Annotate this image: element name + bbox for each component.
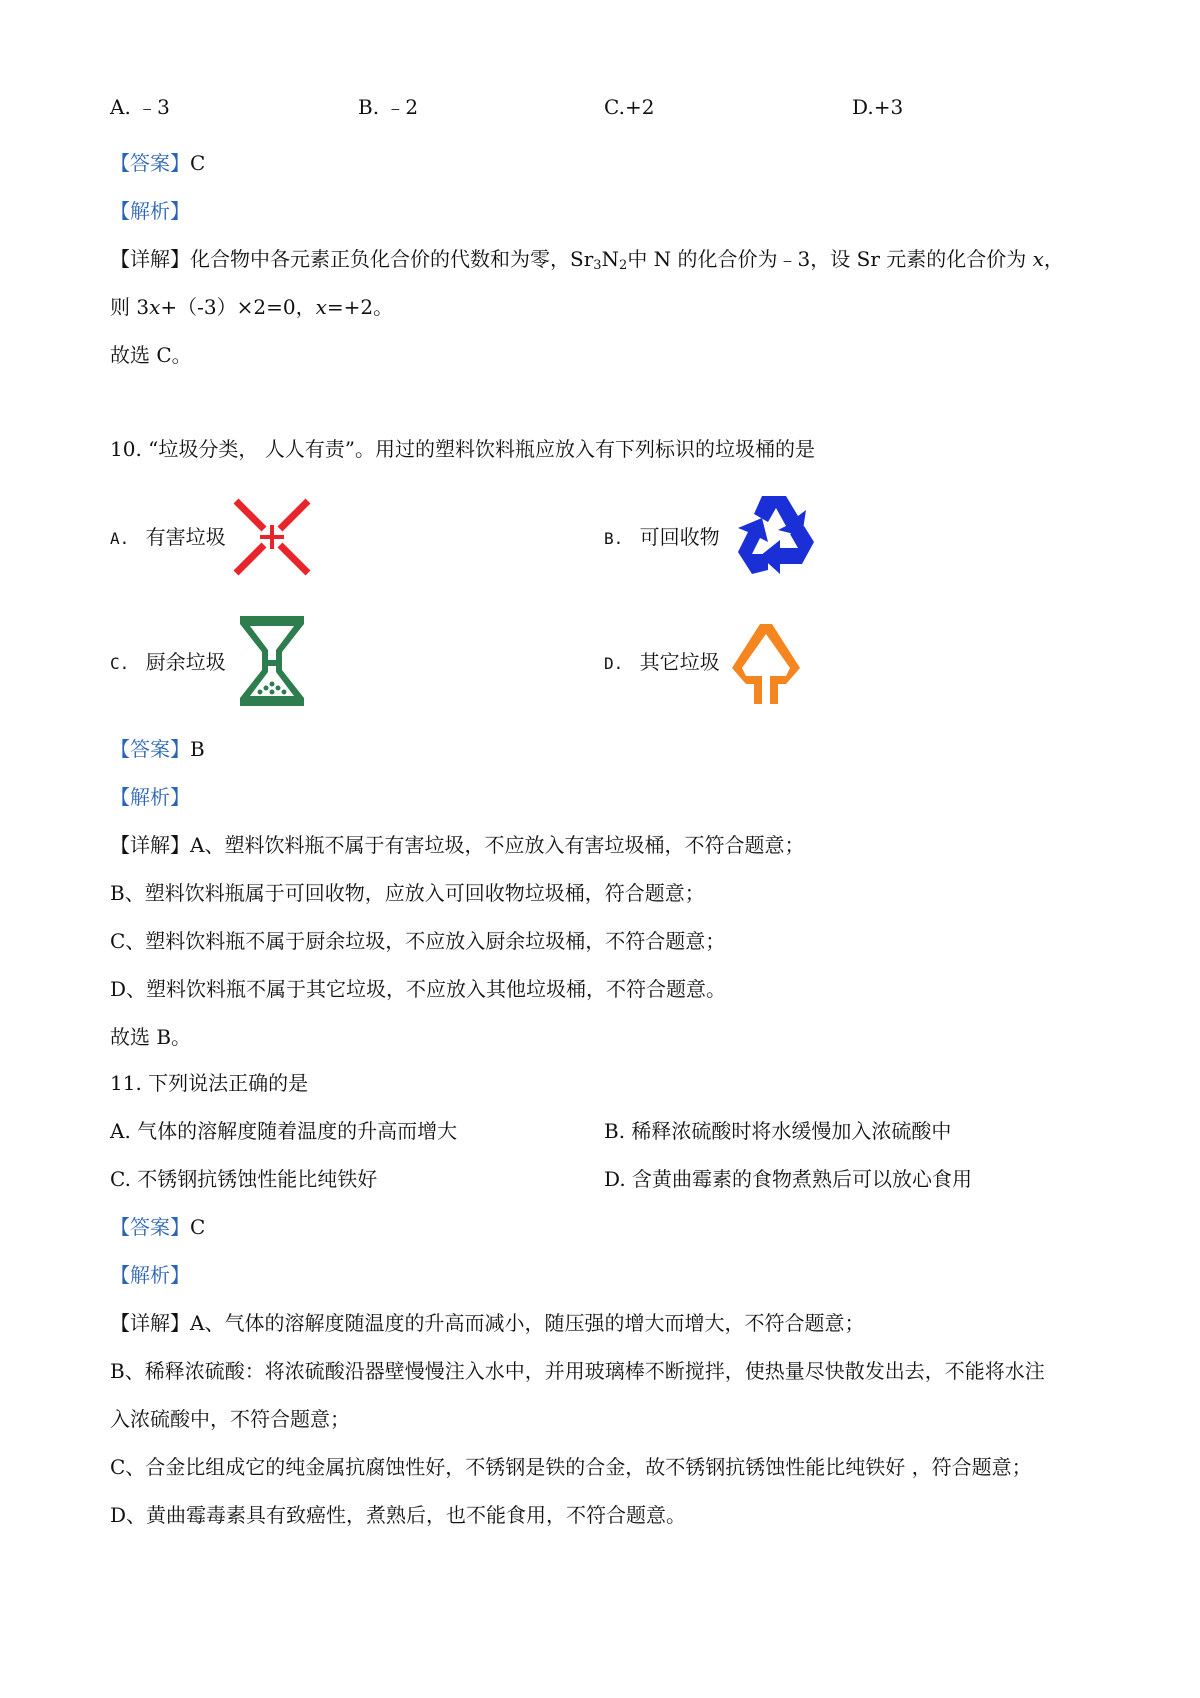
- q10-option-b-letter: B.: [604, 529, 624, 548]
- q9-option-d: [852, 92, 903, 122]
- q10-option-c-label: 厨余垃圾: [145, 650, 226, 674]
- q10-option-d-label: 其它垃圾: [639, 650, 720, 674]
- other-waste-icon: [730, 622, 802, 706]
- q11-analysis: [110, 1260, 190, 1290]
- formula-n-sub: 2: [619, 258, 628, 273]
- q10-option-d-letter: D.: [604, 654, 624, 673]
- q11-detail-line-2: B、稀释浓硫酸：将浓硫酸沿器壁慢慢注入水中，并用玻璃棒不断搅拌，使热量尽快散发出去，不能将水注: [110, 1359, 1045, 1383]
- q10-option-c-letter: C.: [110, 654, 130, 673]
- q9-option-d-letter: D.: [852, 95, 874, 119]
- q11-option-c: C. 不锈钢抗锈蚀性能比纯铁好: [110, 1167, 378, 1191]
- q10-option-b: [604, 522, 720, 554]
- q9-option-a: [110, 92, 170, 122]
- q9-detail-text: 则 3: [110, 295, 150, 319]
- q11-answer-tag: 【答案】: [110, 1215, 190, 1239]
- q9-analysis: [110, 196, 190, 226]
- q11-option-d: D. 含黄曲霉素的食物煮熟后可以放心食用: [604, 1167, 973, 1191]
- q11-stem: 11. 下列说法正确的是: [110, 1071, 309, 1095]
- q9-detail-text: ，: [1043, 247, 1064, 271]
- q10-answer-tag: 【答案】: [110, 737, 190, 761]
- q10-detail-tag: 【详解】: [110, 833, 190, 857]
- q10-detail-line-2: B、塑料饮料瓶属于可回收物，应放入可回收物垃圾桶，符合题意；: [110, 881, 705, 905]
- q10-detail-line-1: [110, 830, 804, 860]
- q9-option-b-value: ﹣2: [385, 95, 419, 119]
- q9-option-c-letter: C.: [604, 95, 625, 119]
- q10-detail-line-3: C、塑料饮料瓶不属于厨余垃圾，不应放入厨余垃圾桶，不符合题意；: [110, 929, 726, 953]
- q9-detail-text: 化合物中各元素正负化合价的代数和为零，: [190, 247, 570, 271]
- q9-detail-line-1: [110, 244, 1064, 281]
- q10-conclusion: 故选 B。: [110, 1025, 192, 1049]
- hazardous-waste-icon: [232, 497, 312, 577]
- q9-variable-x: x: [315, 295, 327, 319]
- q10-answer: [110, 734, 205, 764]
- q9-detail-line-2: [110, 292, 393, 322]
- q9-detail-tag: 【详解】: [110, 247, 190, 271]
- q11-detail-line-4: C、合金比组成它的纯金属抗腐蚀性好，不锈钢是铁的合金，故不锈钢抗锈蚀性能比纯铁好 ，符合题意；: [110, 1455, 1032, 1479]
- q9-formula: [570, 247, 627, 271]
- q9-conclusion: 故选 C。: [110, 343, 192, 367]
- q11-option-a: A. 气体的溶解度随着温度的升高而增大: [110, 1119, 458, 1143]
- q10-option-a-label: 有害垃圾: [145, 525, 226, 549]
- q11-detail-line-5: D、黄曲霉毒素具有致癌性，煮熟后，也不能食用，不符合题意。: [110, 1503, 687, 1527]
- q9-answer-value: C: [190, 151, 206, 175]
- q11-option-b: B. 稀释浓硫酸时将水缓慢加入浓硫酸中: [604, 1119, 952, 1143]
- q10-analysis: [110, 782, 190, 812]
- q9-option-c: [604, 92, 654, 122]
- q10-option-d: [604, 647, 720, 679]
- q10-detail-text: A、塑料饮料瓶不属于有害垃圾，不应放入有害垃圾桶，不符合题意；: [190, 833, 805, 857]
- q10-answer-value: B: [190, 737, 205, 761]
- q9-analysis-tag: 【解析】: [110, 199, 190, 223]
- q11-answer-value: C: [190, 1215, 206, 1239]
- q9-option-a-value: ﹣3: [137, 95, 170, 119]
- q10-option-b-label: 可回收物: [639, 525, 720, 549]
- q9-variable-x: x: [1032, 247, 1044, 271]
- formula-sr: Sr: [570, 247, 594, 271]
- q10-stem: 10. “垃圾分类， 人人有责”。用过的塑料饮料瓶应放入有下列标识的垃圾桶的是: [110, 437, 815, 461]
- q9-detail-text: +（-3）×2=0，: [160, 295, 316, 319]
- q10-option-a-letter: A.: [110, 529, 130, 548]
- q9-answer-tag: 【答案】: [110, 151, 190, 175]
- q11-analysis-tag: 【解析】: [110, 1263, 190, 1287]
- q10-detail-line-4: D、塑料饮料瓶不属于其它垃圾，不应放入其他垃圾桶，不符合题意。: [110, 977, 727, 1001]
- q11-detail-tag: 【详解】: [110, 1311, 190, 1335]
- q9-answer: [110, 148, 205, 178]
- formula-n: N: [601, 247, 620, 271]
- q10-option-a: [110, 522, 226, 554]
- q9-option-b-letter: B.: [358, 95, 380, 119]
- q11-answer: [110, 1212, 205, 1242]
- q9-detail-text: =+2。: [326, 295, 394, 319]
- q9-variable-x: x: [149, 295, 161, 319]
- q10-option-c: [110, 647, 226, 679]
- q9-detail-text: 中 N 的化合价为﹣3，设 Sr 元素的化合价为: [627, 247, 1033, 271]
- kitchen-waste-icon: [236, 614, 308, 708]
- q11-detail-text: A、气体的溶解度随温度的升高而减小，随压强的增大而增大，不符合题意；: [190, 1311, 865, 1335]
- formula-sr-sub: 3: [593, 258, 602, 273]
- recycle-icon: [728, 490, 822, 580]
- q10-analysis-tag: 【解析】: [110, 785, 190, 809]
- q9-option-b: [358, 92, 418, 122]
- q11-detail-line-1: [110, 1308, 864, 1338]
- q11-detail-line-3: 入浓硫酸中，不符合题意；: [110, 1407, 350, 1431]
- q9-option-d-value: +3: [873, 95, 904, 119]
- q9-option-a-letter: A.: [110, 95, 131, 119]
- q9-option-c-value: +2: [624, 95, 655, 119]
